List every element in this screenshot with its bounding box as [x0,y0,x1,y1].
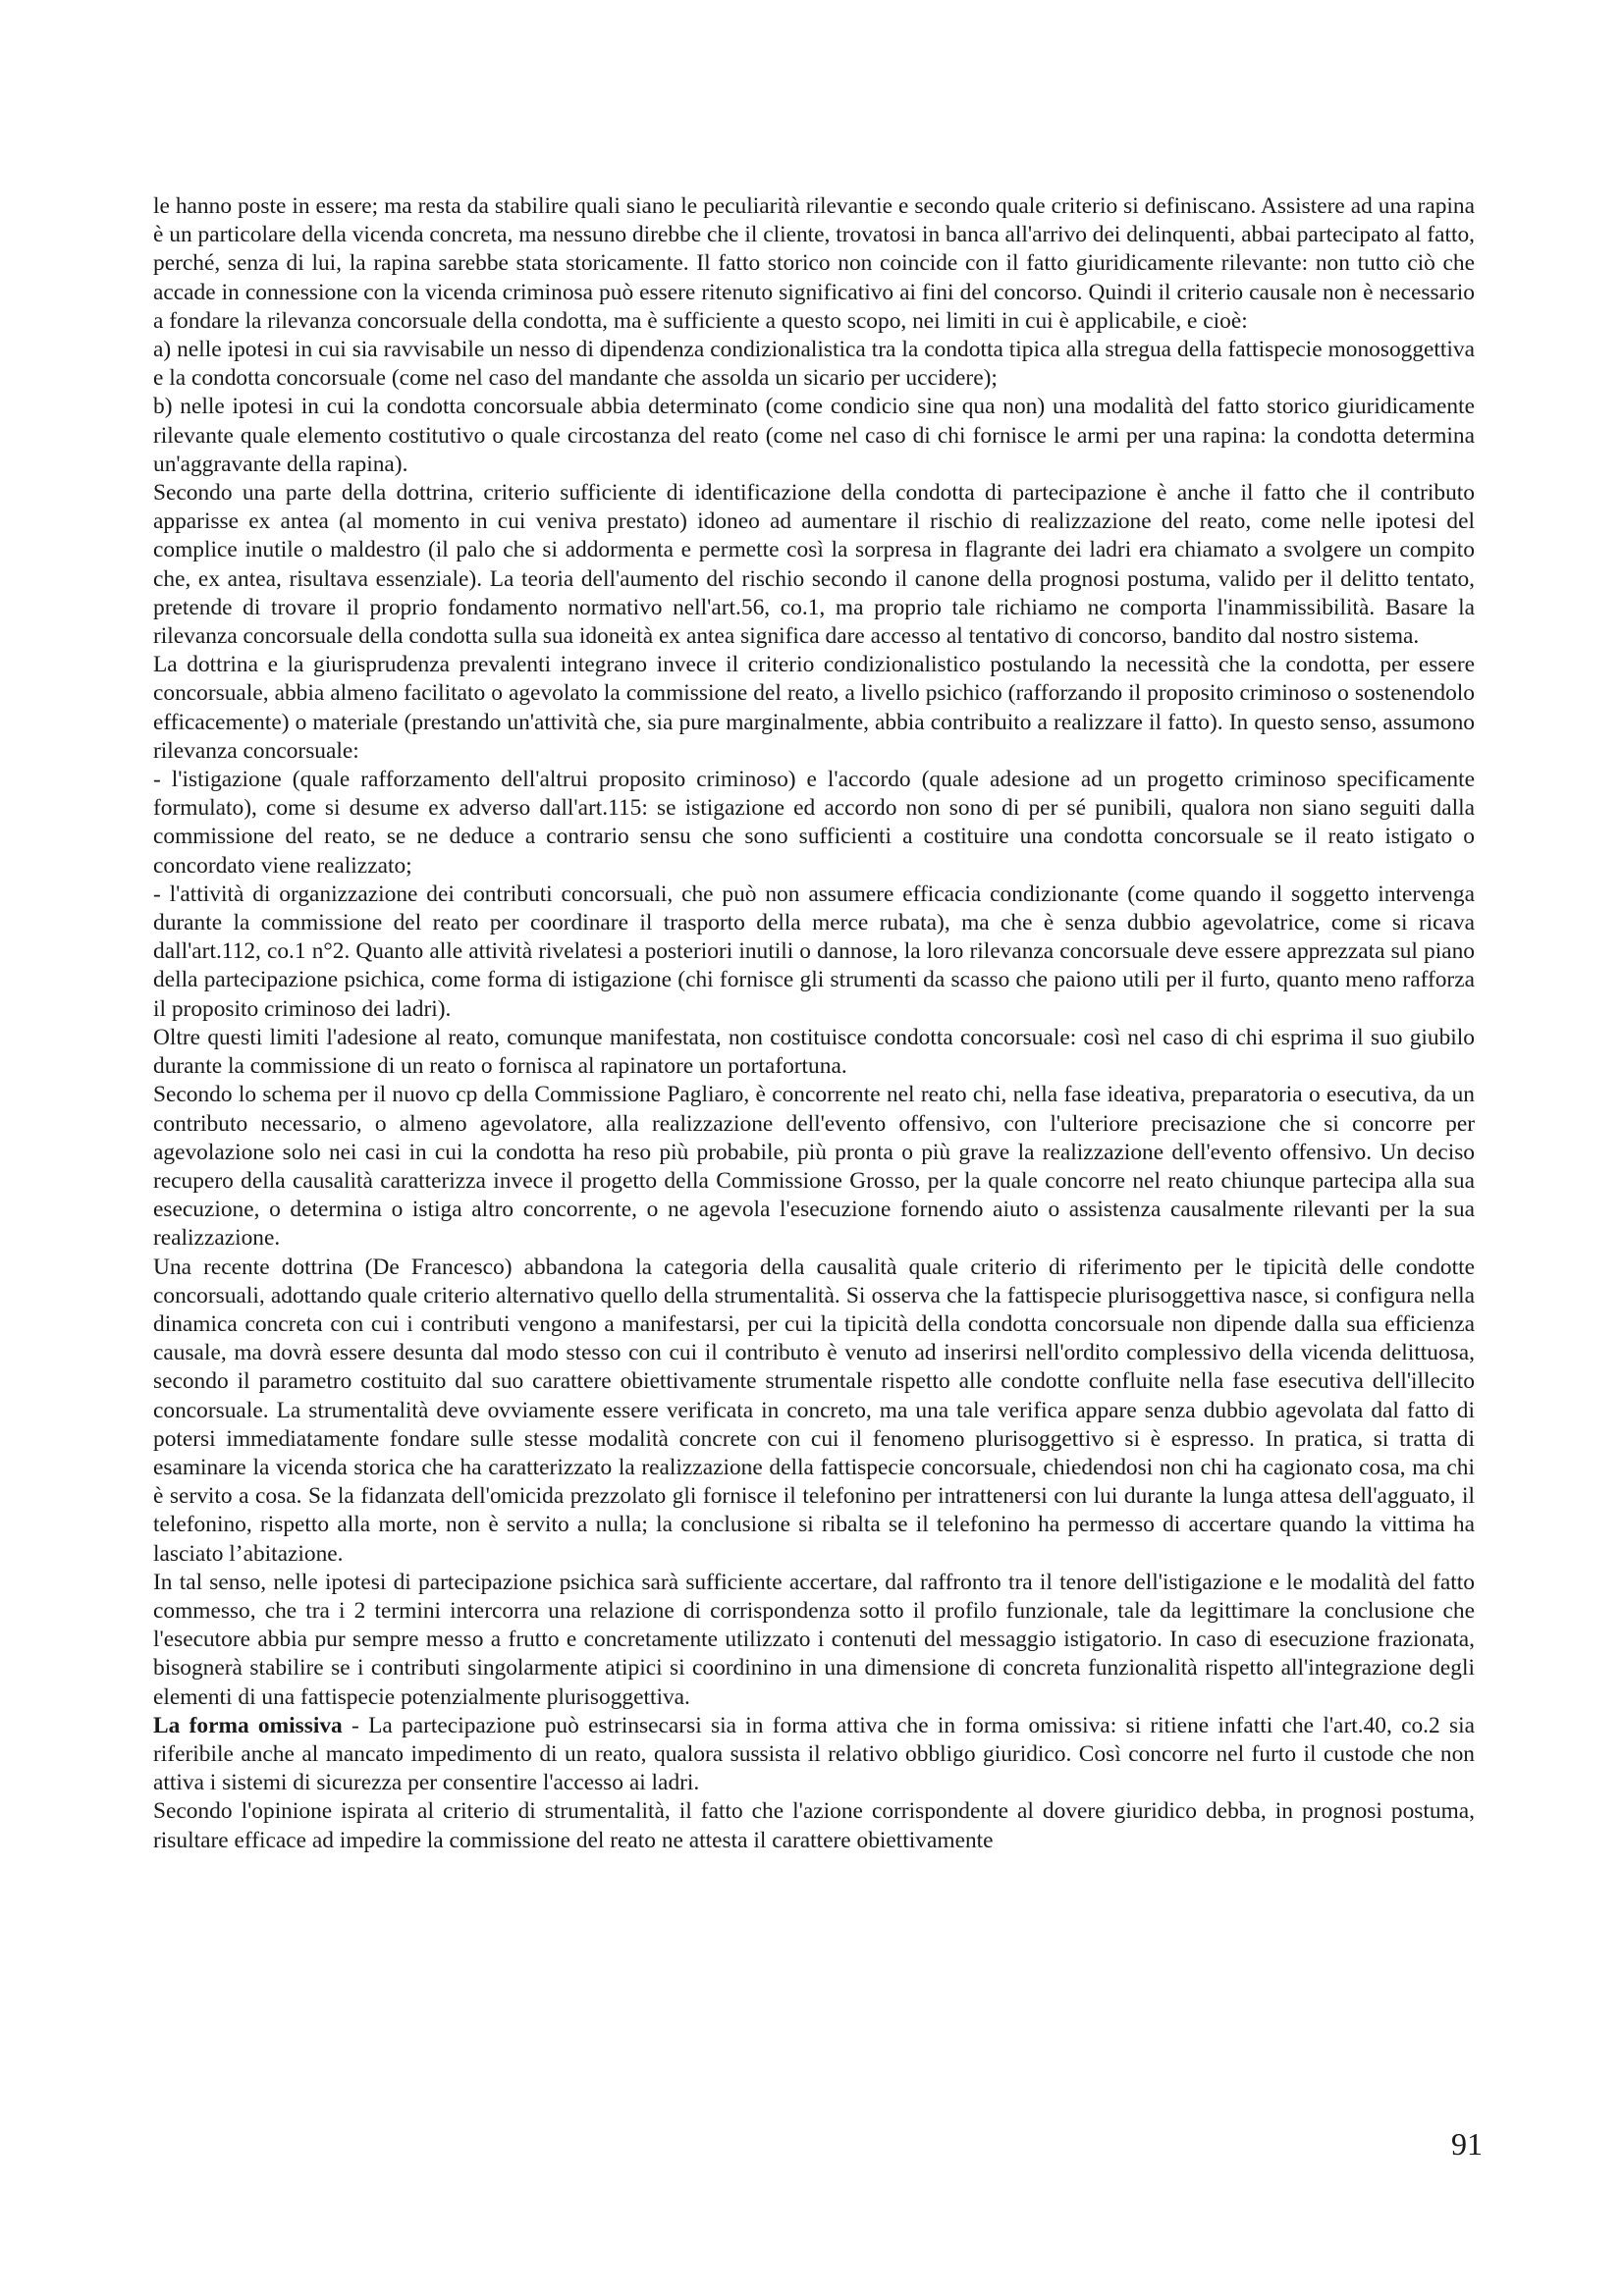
page-number: 91 [1451,2126,1483,2162]
paragraph: le hanno poste in essere; ma resta da stabilire quali siano le peculiarità rilevantie e secondo quale criterio si definiscano. Assistere ad una rapina è un particolare della vicenda concreta, ma nessuno direbbe che il cliente, trovatosi in banca all'arrivo dei delinquenti, abbai partecipato al fatto, perché, senza di lui, la rapina sarebbe stata storicamente. Il fatto storico non coincide con il fatto giuridicamente rilevante: non tutto ciò che accade in connessione con la vicenda criminosa può essere ritenuto significativo ai fini del concorso. Quindi il criterio causale non è necessario a fondare la rilevanza concorsuale della condotta, ma è sufficiente a questo scopo, nei limiti in cui è applicabile, e cioè: [153,193,1475,334]
section-heading: La forma omissiva [153,1712,343,1738]
paragraph: In tal senso, nelle ipotesi di partecipazione psichica sarà sufficiente accertare, dal raffronto tra il tenore dell'istigazione e le modalità del fatto commesso, che tra i 2 termini intercorra una relazione di corrispondenza sotto il profilo funzionale, tale da legittimare la conclusione che l'esecutore abbia pur sempre messo a frutto e concretamente utilizzato i contenuti del messaggio istigatorio. In caso di esecuzione frazionata, bisognerà stabilire se i contributi singolarmente atipici si coordinino in una dimensione di concreta funzionalità rispetto all'integrazione degli elementi di una fattispecie potenzialmente plurisoggettiva. [153,1569,1475,1710]
paragraph: Secondo una parte della dottrina, criterio sufficiente di identificazione della condotta di partecipazione è anche il fatto che il contributo apparisse ex antea (al momento in cui veniva prestato) idoneo ad aumentare il rischio di realizzazione del reato, come nelle ipotesi del complice inutile o maldestro (il palo che si addormenta e permette così la sorpresa in flagrante dei ladri era chiamato a svolgere un compito che, ex antea, risultava essenziale). La teoria dell'aumento del rischio secondo il canone della prognosi postuma, valido per il delitto tentato, pretende di trovare il proprio fondamento normativo nell'art.56, co.1, ma proprio tale richiamo ne comporta l'inammissibilità. Basare la rilevanza concorsuale della condotta sulla sua idoneità ex antea significa dare accesso al tentativo di concorso, bandito dal nostro sistema. [153,480,1475,650]
paragraph: - l'istigazione (quale rafforzamento dell'altrui proposito criminoso) e l'accordo (quale adesione ad un progetto criminoso specificamente formulato), come si desume ex adverso dall'art.115: se istigazione ed accordo non sono di per sé punibili, qualora non siano seguiti dalla commissione del reato, se ne deduce a contrario sensu che sono sufficienti a costituire una condotta concorsuale se il reato istigato o concordato viene realizzato; [153,767,1475,879]
paragraph: La dottrina e la giurisprudenza prevalenti integrano invece il criterio condizionalistico postulando la necessità che la condotta, per essere concorsuale, abbia almeno facilitato o agevolato la commissione del reato, a livello psichico (rafforzando il proposito criminoso o sostenendolo efficacemente) o materiale (prestando un'attività che, sia pure marginalmente, abbia contribuito a realizzare il fatto). In questo senso, assumono rilevanza concorsuale: [153,652,1475,764]
omissiva-text: - La partecipazione può estrinsecarsi sia in forma attiva che in forma omissiva: si ritiene infatti che l'art.40, co.2 sia riferibile anche al mancato impedimento di un reato, qualora sussista il relativo obbligo giuridico. Così concorre nel furto il custode che non attiva i sistemi di sicurezza per consentire l'accesso ai ladri. [153,1712,1476,1796]
paragraph: Secondo lo schema per il nuovo cp della Commissione Pagliaro, è concorrente nel reato chi, nella fase ideativa, preparatoria o esecutiva, da un contributo necessario, o almeno agevolatore, alla realizzazione dell'evento offensivo, con l'ulteriore precisazione che si concorre per agevolazione solo nei casi in cui la condotta ha reso più probabile, più pronta o più grave la realizzazione dell'evento offensivo. Un deciso recupero della causalità caratterizza invece il progetto della Commissione Grosso, per la quale concorre nel reato chiunque partecipa alla sua esecuzione, o determina o istiga altro concorrente, o ne agevola l'esecuzione fornendo aiuto o assistenza causalmente rilevanti per la sua realizzazione. [153,1082,1475,1252]
paragraph: Oltre questi limiti l'adesione al reato, comunque manifestata, non costituisce condotta concorsuale: così nel caso di chi esprima il suo giubilo durante la commissione di un reato o fornisca al rapinatore un portafortuna. [153,1024,1475,1080]
omissiva-paragraph [153,1712,1475,1798]
paragraph: - l'attività di organizzazione dei contributi concorsuali, che può non assumere efficacia condizionante (come quando il soggetto intervenga durante la commissione del reato per coordinare il trasporto della merce rubata), ma che è senza dubbio agevolatrice, come si ricava dall'art.112, co.1 n°2. Quanto alle attività rivelatesi a posteriori inutili o dannose, la loro rilevanza concorsuale deve essere apprezzata sul piano della partecipazione psichica, come forma di istigazione (chi fornisce gli strumenti da scasso che paiono utili per il furto, quanto meno rafforza il proposito criminoso dei ladri). [153,881,1475,1022]
paragraph: Una recente dottrina (De Francesco) abbandona la categoria della causalità quale criterio di riferimento per le tipicità delle condotte concorsuali, adottando quale criterio alternativo quello della strumentalità. Si osserva che la fattispecie plurisoggettiva nasce, si configura nella dinamica concreta con cui i contributi vengono a manifestarsi, per cui la tipicità della condotta concorsuale non dipende dalla sua efficienza causale, ma dovrà essere desunta dal modo stesso con cui il contributo è venuto ad inserirsi nell'ordito complessivo della vicenda delittuosa, secondo il parametro costituito dal suo carattere obiettivamente strumentale rispetto alle condotte confluite nella fase esecutiva dell'illecito concorsuale. La strumentalità deve ovviamente essere verificata in concreto, ma una tale verifica appare senza dubbio agevolata dal fatto di potersi immediatamente fondare sulle stesse modalità concrete con cui il fenomeno plurisoggettivo si è espresso. In pratica, si tratta di esaminare la vicenda storica che ha caratterizzato la realizzazione della fattispecie concorsuale, chiedendosi non chi ha cagionato cosa, ma chi è servito a cosa. Se la fidanzata dell'omicida prezzolato gli fornisce il telefonino per intrattenersi con lui durante la lunga attesa dell'agguato, il telefonino, rispetto alla morte, non è servito a nulla; la conclusione si ribalta se il telefonino ha permesso di accertare quando la vittima ha lasciato l’abitazione. [153,1254,1475,1567]
paragraph: Secondo l'opinione ispirata al criterio di strumentalità, il fatto che l'azione corrispondente al dovere giuridico debba, in prognosi postuma, risultare efficace ad impedire la commissione del reato ne attesta il carattere obiettivamente [153,1798,1475,1853]
paragraph: a) nelle ipotesi in cui sia ravvisabile un nesso di dipendenza condizionalistica tra la condotta tipica alla stregua della fattispecie monosoggettiva e la condotta concorsuale (come nel caso del mandante che assolda un sicario per uccidere); [153,337,1475,392]
paragraph: b) nelle ipotesi in cui la condotta concorsuale abbia determinato (come condicio sine qua non) una modalità del fatto storico giuridicamente rilevante quale elemento costitutivo o quale circostanza del reato (come nel caso di chi fornisce le armi per una rapina: la condotta determina un'aggravante della rapina). [153,394,1475,477]
document-body [153,192,1475,1855]
